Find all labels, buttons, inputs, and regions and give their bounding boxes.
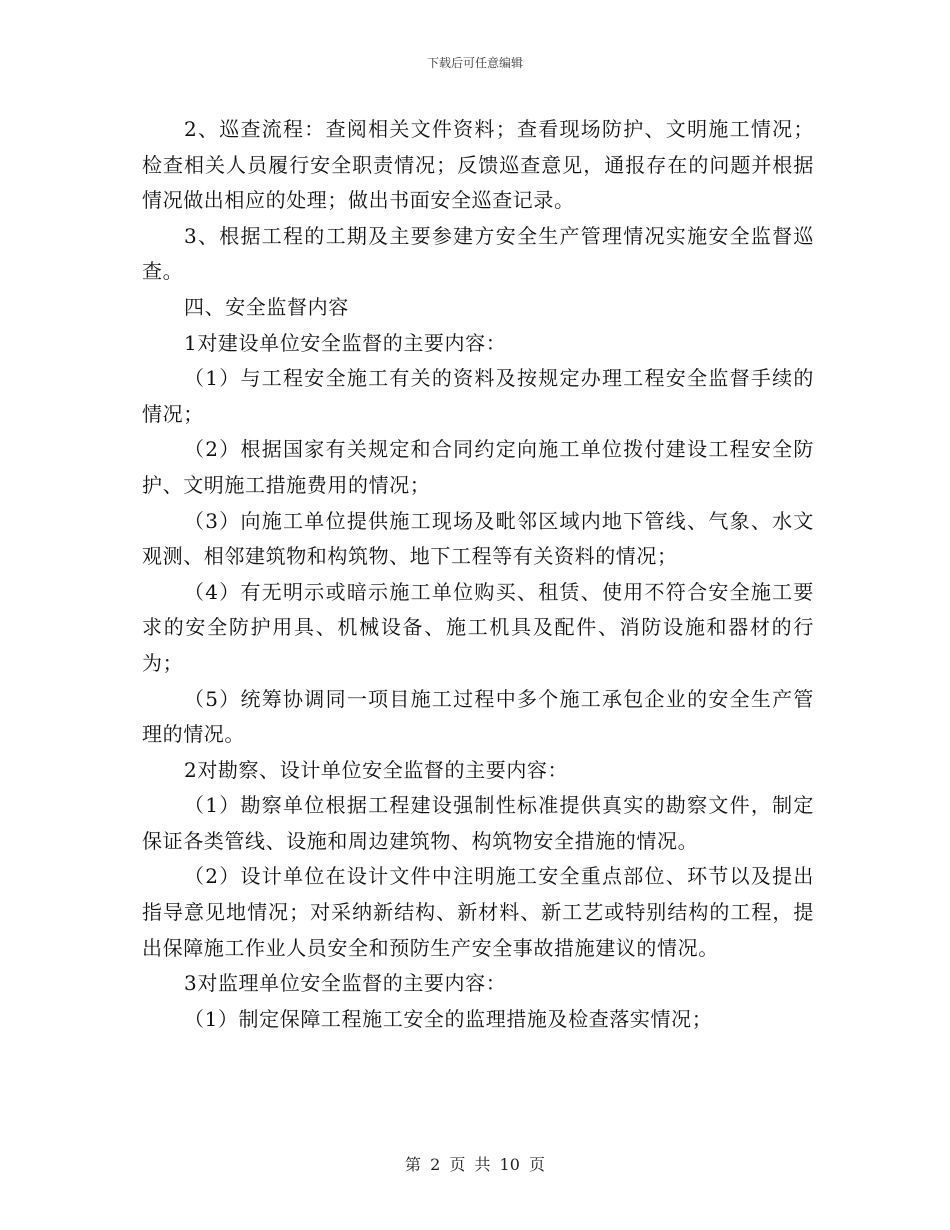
section-heading-supervision-content: 四、安全监督内容 xyxy=(184,294,349,319)
paragraph-inspection-process: 2、巡查流程：查阅相关文件资料；查看现场防护、文明施工情况；检查相关人员履行安全职责情况；反馈巡查意见，通报存在的问题并根据情况做出相应的处理；做出书面安全巡查记录。 xyxy=(142,117,814,213)
list-item-supervision-1: （1）制定保障工程施工安全的监理措施及检查落实情况； xyxy=(184,1006,713,1031)
list-item-construction-1: （1）与工程安全施工有关的资料及按规定办理工程安全监督手续的情况； xyxy=(142,366,814,426)
subheading-survey-design-unit: 2对勘察、设计单位安全监督的主要内容： xyxy=(184,757,569,782)
paragraph-inspection-schedule: 3、根据工程的工期及主要参建方安全生产管理情况实施安全监督巡查。 xyxy=(142,223,814,284)
page-header-note: 下载后可任意编辑 xyxy=(426,56,523,70)
document-body xyxy=(142,112,814,1037)
subheading-construction-unit: 1对建设单位安全监督的主要内容： xyxy=(184,330,507,355)
subheading-supervision-unit: 3对监理单位安全监督的主要内容： xyxy=(184,971,507,996)
list-item-construction-2: （2）根据国家有关规定和合同约定向施工单位拨付建设工程安全防护、文明施工措施费用的情况； xyxy=(142,437,814,497)
list-item-construction-4: （4）有无明示或暗示施工单位购买、租赁、使用不符合安全施工要求的安全防护用具、机械设备、施工机具及配件、消防设施和器材的行为； xyxy=(142,579,814,675)
list-item-design-2: （2）设计单位在设计文件中注明施工安全重点部位、环节以及提出指导意见地情况；对采纳新结构、新材料、新工艺或特别结构的工程，提出保障施工作业人员安全和预防生产安全事故措施建议的情况。 xyxy=(142,864,814,960)
list-item-survey-1: （1）勘察单位根据工程建设强制性标准提供真实的勘察文件，制定保证各类管线、设施和周边建筑物、构筑物安全措施的情况。 xyxy=(142,793,814,853)
list-item-construction-3: （3）向施工单位提供施工现场及毗邻区域内地下管线、气象、水文观测、相邻建筑物和构筑物、地下工程等有关资料的情况； xyxy=(142,508,814,569)
list-item-construction-5: （5）统筹协调同一项目施工过程中多个施工承包企业的安全生产管理的情况。 xyxy=(142,686,814,747)
page-number: 第 2 页 共 10 页 xyxy=(405,1155,545,1174)
